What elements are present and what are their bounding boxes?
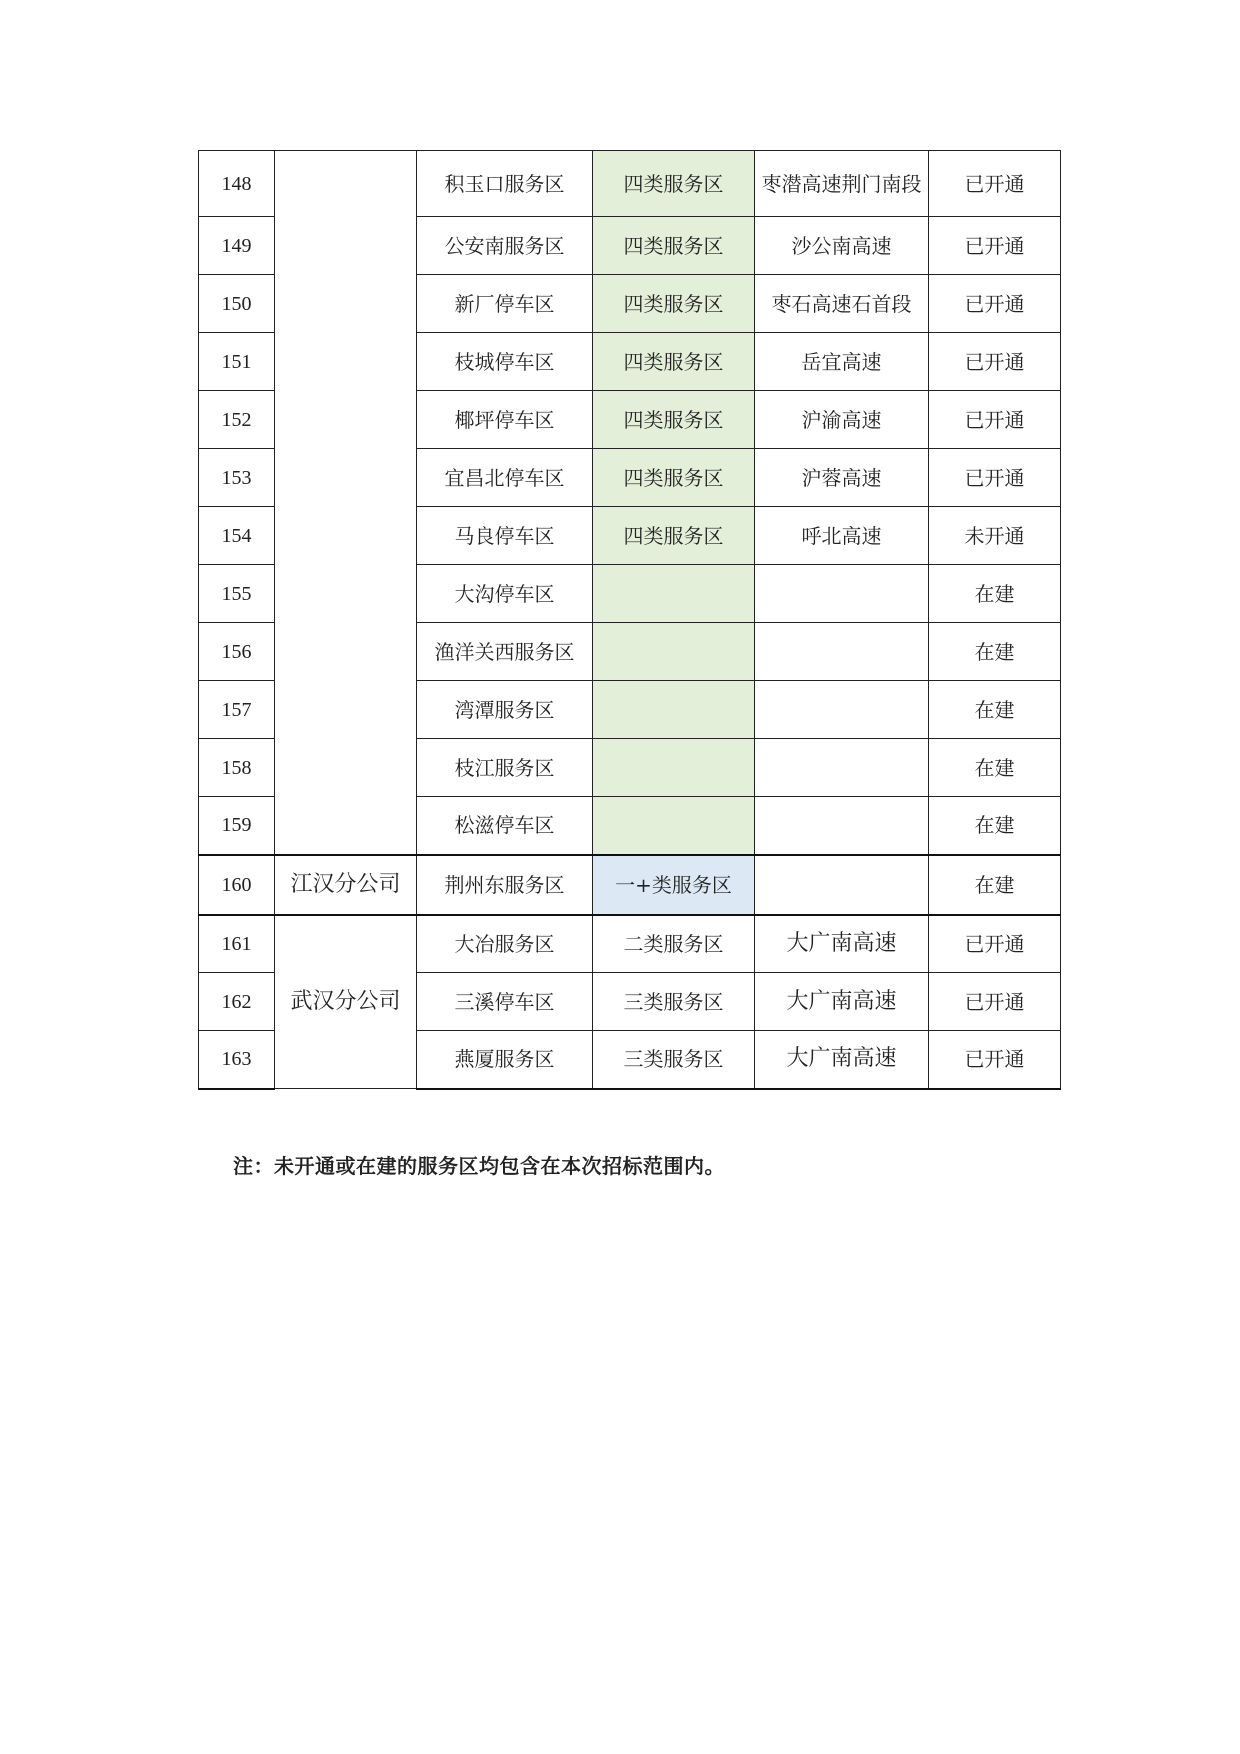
highway-name bbox=[755, 855, 929, 915]
company-name: 武汉分公司 bbox=[275, 915, 417, 1089]
highway-name bbox=[755, 623, 929, 681]
row-number: 159 bbox=[199, 797, 275, 855]
service-area-name: 宜昌北停车区 bbox=[417, 449, 593, 507]
footnote: 注：未开通或在建的服务区均包含在本次招标范围内。 bbox=[233, 1154, 725, 1178]
row-number: 150 bbox=[199, 275, 275, 333]
service-area-type: 四类服务区 bbox=[593, 151, 755, 217]
service-area-name: 马良停车区 bbox=[417, 507, 593, 565]
company-cell-empty bbox=[275, 151, 417, 855]
service-area-type: 三类服务区 bbox=[593, 1031, 755, 1089]
status-cell: 已开通 bbox=[929, 391, 1061, 449]
status-cell: 在建 bbox=[929, 797, 1061, 855]
highway-name: 沪渝高速 bbox=[755, 391, 929, 449]
service-area-name: 椰坪停车区 bbox=[417, 391, 593, 449]
row-number: 160 bbox=[199, 855, 275, 915]
service-area-name: 新厂停车区 bbox=[417, 275, 593, 333]
table-row bbox=[199, 855, 1061, 915]
status-cell: 已开通 bbox=[929, 275, 1061, 333]
company-name: 江汉分公司 bbox=[275, 855, 417, 915]
status-cell: 已开通 bbox=[929, 915, 1061, 973]
status-cell: 在建 bbox=[929, 855, 1061, 915]
service-area-name: 湾潭服务区 bbox=[417, 681, 593, 739]
highway-name: 大广南高速 bbox=[755, 1031, 929, 1089]
service-area-name: 枝城停车区 bbox=[417, 333, 593, 391]
service-area-type: 一+类服务区 bbox=[593, 855, 755, 915]
highway-name: 岳宜高速 bbox=[755, 333, 929, 391]
service-area-type bbox=[593, 739, 755, 797]
service-area-type bbox=[593, 623, 755, 681]
service-area-name: 燕厦服务区 bbox=[417, 1031, 593, 1089]
row-number: 157 bbox=[199, 681, 275, 739]
row-number: 154 bbox=[199, 507, 275, 565]
service-area-name: 荆州东服务区 bbox=[417, 855, 593, 915]
row-number: 152 bbox=[199, 391, 275, 449]
service-area-type bbox=[593, 565, 755, 623]
service-area-type bbox=[593, 681, 755, 739]
status-cell: 已开通 bbox=[929, 449, 1061, 507]
highway-name bbox=[755, 565, 929, 623]
service-area-type bbox=[593, 797, 755, 855]
table-row bbox=[199, 915, 1061, 973]
highway-name bbox=[755, 739, 929, 797]
highway-name: 大广南高速 bbox=[755, 973, 929, 1031]
service-area-type: 四类服务区 bbox=[593, 275, 755, 333]
highway-name: 枣潜高速荆门南段 bbox=[755, 151, 929, 217]
status-cell: 在建 bbox=[929, 739, 1061, 797]
service-area-type: 四类服务区 bbox=[593, 391, 755, 449]
service-area-name: 大冶服务区 bbox=[417, 915, 593, 973]
row-number: 161 bbox=[199, 915, 275, 973]
status-cell: 已开通 bbox=[929, 217, 1061, 275]
service-area-name: 大沟停车区 bbox=[417, 565, 593, 623]
row-number: 158 bbox=[199, 739, 275, 797]
highway-name bbox=[755, 681, 929, 739]
highway-name: 沪蓉高速 bbox=[755, 449, 929, 507]
highway-name: 大广南高速 bbox=[755, 915, 929, 973]
highway-name: 呼北高速 bbox=[755, 507, 929, 565]
row-number: 162 bbox=[199, 973, 275, 1031]
service-area-name: 枝江服务区 bbox=[417, 739, 593, 797]
highway-name: 沙公南高速 bbox=[755, 217, 929, 275]
service-area-type: 四类服务区 bbox=[593, 333, 755, 391]
status-cell: 已开通 bbox=[929, 973, 1061, 1031]
service-area-name: 渔洋关西服务区 bbox=[417, 623, 593, 681]
service-area-table bbox=[198, 150, 1061, 1090]
service-area-name: 三溪停车区 bbox=[417, 973, 593, 1031]
service-area-type: 二类服务区 bbox=[593, 915, 755, 973]
row-number: 148 bbox=[199, 151, 275, 217]
row-number: 156 bbox=[199, 623, 275, 681]
status-cell: 在建 bbox=[929, 623, 1061, 681]
service-area-name: 公安南服务区 bbox=[417, 217, 593, 275]
status-cell: 已开通 bbox=[929, 333, 1061, 391]
row-number: 151 bbox=[199, 333, 275, 391]
status-cell: 在建 bbox=[929, 565, 1061, 623]
status-cell: 未开通 bbox=[929, 507, 1061, 565]
row-number: 153 bbox=[199, 449, 275, 507]
table-row bbox=[199, 151, 1061, 217]
service-area-type: 四类服务区 bbox=[593, 507, 755, 565]
status-cell: 已开通 bbox=[929, 1031, 1061, 1089]
status-cell: 已开通 bbox=[929, 151, 1061, 217]
highway-name bbox=[755, 797, 929, 855]
highway-name: 枣石高速石首段 bbox=[755, 275, 929, 333]
row-number: 163 bbox=[199, 1031, 275, 1089]
service-area-type: 三类服务区 bbox=[593, 973, 755, 1031]
service-area-name: 松滋停车区 bbox=[417, 797, 593, 855]
row-number: 149 bbox=[199, 217, 275, 275]
service-area-name: 积玉口服务区 bbox=[417, 151, 593, 217]
service-area-type: 四类服务区 bbox=[593, 449, 755, 507]
service-area-type: 四类服务区 bbox=[593, 217, 755, 275]
status-cell: 在建 bbox=[929, 681, 1061, 739]
row-number: 155 bbox=[199, 565, 275, 623]
